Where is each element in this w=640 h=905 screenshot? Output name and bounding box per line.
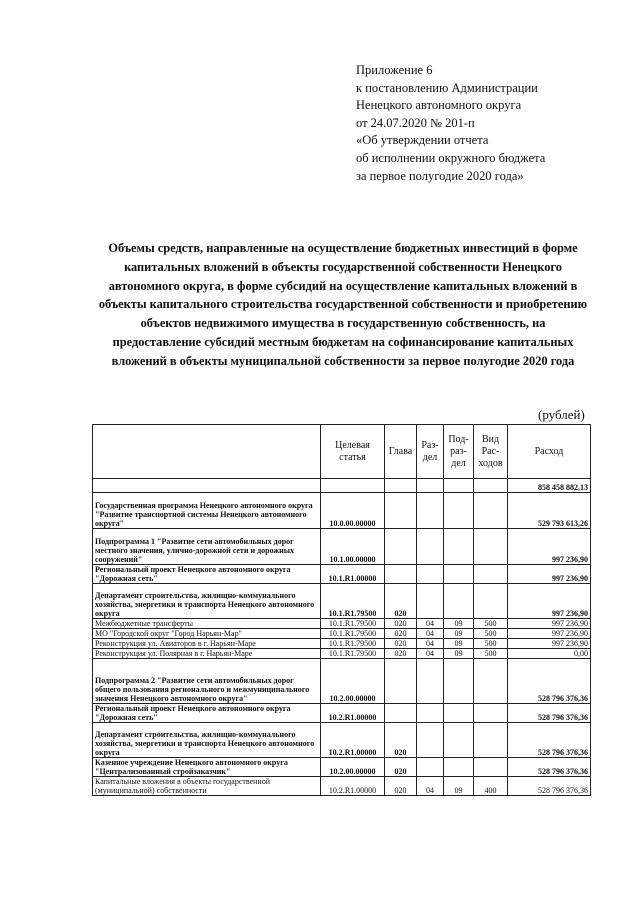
cell-razdel bbox=[417, 565, 444, 584]
table-row bbox=[93, 659, 591, 704]
cell-glava: 020 bbox=[385, 629, 417, 639]
cell-code: 10.1.R1.79500 bbox=[321, 639, 385, 649]
cell-razdel bbox=[417, 723, 444, 758]
cell-glava: 020 bbox=[385, 639, 417, 649]
cell-name: Казенное учреждение Ненецкого автономного округа "Централизованный стройзаказчик" bbox=[93, 758, 321, 777]
table-row bbox=[93, 565, 591, 584]
header-name bbox=[93, 425, 321, 479]
cell-vid bbox=[474, 584, 508, 619]
cell-glava bbox=[385, 659, 417, 704]
table-body bbox=[93, 479, 591, 796]
cell-glava: 020 bbox=[385, 584, 417, 619]
cell-glava bbox=[385, 565, 417, 584]
appendix-line: об исполнении окружного бюджета bbox=[356, 150, 546, 165]
header-target-article: Целевая статья bbox=[321, 425, 385, 479]
cell-name: МО "Городской округ "Город Нарьян-Мар" bbox=[93, 629, 321, 639]
cell-razdel bbox=[417, 704, 444, 723]
appendix-line: за первое полугодие 2020 года» bbox=[356, 168, 524, 183]
table-row bbox=[93, 639, 591, 649]
cell-razdel: 04 bbox=[417, 777, 444, 796]
table-header-row bbox=[93, 425, 591, 479]
cell-rashod: 997 236,90 bbox=[508, 639, 591, 649]
cell-podrazdel bbox=[444, 565, 474, 584]
total-value: 858 458 882,13 bbox=[508, 479, 591, 493]
header-glava: Глава bbox=[385, 425, 417, 479]
cell-glava: 020 bbox=[385, 758, 417, 777]
cell-razdel: 04 bbox=[417, 629, 444, 639]
cell-vid bbox=[474, 659, 508, 704]
cell-rashod: 529 793 613,26 bbox=[508, 493, 591, 529]
cell-razdel bbox=[417, 529, 444, 565]
cell-razdel bbox=[417, 659, 444, 704]
table-row bbox=[93, 529, 591, 565]
appendix-line: «Об утверждении отчета bbox=[356, 133, 489, 148]
table-row bbox=[93, 704, 591, 723]
cell-podrazdel: 09 bbox=[444, 639, 474, 649]
table-row bbox=[93, 629, 591, 639]
cell-podrazdel: 09 bbox=[444, 649, 474, 659]
cell-code: 10.0.00.00000 bbox=[321, 493, 385, 529]
cell-vid bbox=[474, 704, 508, 723]
cell-glava bbox=[385, 529, 417, 565]
cell-vid bbox=[474, 723, 508, 758]
cell-vid: 500 bbox=[474, 639, 508, 649]
appendix-line: Приложение 6 bbox=[356, 63, 433, 77]
cell-code: 10.1.R1.79500 bbox=[321, 584, 385, 619]
cell-code: 10.2.R1.00000 bbox=[321, 723, 385, 758]
cell-glava: 020 bbox=[385, 777, 417, 796]
header-rashod: Расход bbox=[508, 425, 591, 479]
cell-razdel: 04 bbox=[417, 649, 444, 659]
total-row bbox=[93, 479, 591, 493]
header-razdel: Раз-дел bbox=[417, 425, 444, 479]
appendix-block bbox=[356, 62, 545, 185]
cell-vid: 500 bbox=[474, 649, 508, 659]
cell-vid: 400 bbox=[474, 777, 508, 796]
cell-razdel bbox=[417, 493, 444, 529]
cell-podrazdel bbox=[444, 758, 474, 777]
cell-name: Департамент строительства, жилищно-коммунального хозяйства, энергетики и транспорта Ненецкого автономного округа bbox=[93, 723, 321, 758]
table-row bbox=[93, 777, 591, 796]
cell-podrazdel bbox=[444, 529, 474, 565]
cell-razdel: 04 bbox=[417, 619, 444, 629]
cell-name: Реконструкция ул. Полярная в г. Нарьян-Маре bbox=[93, 649, 321, 659]
cell-rashod: 528 796 376,36 bbox=[508, 704, 591, 723]
cell-vid bbox=[474, 529, 508, 565]
appendix-line: к постановлению Администрации bbox=[356, 80, 538, 95]
cell-rashod: 997 236,90 bbox=[508, 619, 591, 629]
units-label: (рублей) bbox=[538, 407, 585, 422]
cell-name: Региональный проект Ненецкого автономного округа "Дорожная сеть" bbox=[93, 565, 321, 584]
cell-podrazdel bbox=[444, 704, 474, 723]
cell-name: Департамент строительства, жилищно-коммунального хозяйства, энергетики и транспорта Ненецкого автономного округа bbox=[93, 584, 321, 619]
table-row bbox=[93, 649, 591, 659]
cell-name: Государственная программа Ненецкого автономного округа "Развитие транспортной системы Ненецкого автономного округа" bbox=[93, 493, 321, 529]
cell-podrazdel: 09 bbox=[444, 619, 474, 629]
cell-glava bbox=[385, 493, 417, 529]
cell-podrazdel bbox=[444, 584, 474, 619]
cell-rashod: 0,00 bbox=[508, 649, 591, 659]
cell-code: 10.2.00.00000 bbox=[321, 758, 385, 777]
cell-rashod: 528 796 376,36 bbox=[508, 758, 591, 777]
cell-podrazdel bbox=[444, 493, 474, 529]
budget-table bbox=[92, 424, 591, 796]
cell-vid bbox=[474, 758, 508, 777]
cell-name: Межбюджетные трансферты bbox=[93, 619, 321, 629]
cell-name: Региональный проект Ненецкого автономного округа "Дорожная сеть" bbox=[93, 704, 321, 723]
appendix-line: Ненецкого автономного округа bbox=[356, 98, 522, 113]
table-row bbox=[93, 758, 591, 777]
header-podrazdel: Под-раз-дел bbox=[444, 425, 474, 479]
cell-vid: 500 bbox=[474, 629, 508, 639]
cell-name: Подпрограмма 1 "Развитие сети автомобильных дорог местного значения, улично-дорожной сети и дорожных сооружений" bbox=[93, 529, 321, 565]
cell-glava: 020 bbox=[385, 723, 417, 758]
table-row bbox=[93, 619, 591, 629]
cell-code: 10.1.R1.79500 bbox=[321, 629, 385, 639]
cell-rashod: 528 796 376,36 bbox=[508, 723, 591, 758]
cell-rashod: 997 236,90 bbox=[508, 565, 591, 584]
cell-name: Капитальные вложения в объекты государственной (муниципальной) собственности bbox=[93, 777, 321, 796]
cell-podrazdel: 09 bbox=[444, 777, 474, 796]
cell-glava: 020 bbox=[385, 619, 417, 629]
cell-rashod: 997 236,90 bbox=[508, 629, 591, 639]
cell-razdel: 04 bbox=[417, 639, 444, 649]
cell-code: 10.1.00.00000 bbox=[321, 529, 385, 565]
cell-glava bbox=[385, 704, 417, 723]
cell-rashod: 528 796 376,36 bbox=[508, 659, 591, 704]
cell-podrazdel bbox=[444, 659, 474, 704]
cell-podrazdel bbox=[444, 723, 474, 758]
cell-vid: 500 bbox=[474, 619, 508, 629]
cell-vid bbox=[474, 493, 508, 529]
cell-rashod: 997 236,90 bbox=[508, 584, 591, 619]
cell-code: 10.2.R1.00000 bbox=[321, 777, 385, 796]
cell-name: Подпрограмма 2 "Развитие сети автомобильных дорог общего пользования регионального и межмуниципального значения Ненецкого автономного округа" bbox=[93, 659, 321, 704]
cell-code: 10.2.00.00000 bbox=[321, 659, 385, 704]
cell-razdel bbox=[417, 758, 444, 777]
cell-glava: 020 bbox=[385, 649, 417, 659]
cell-rashod: 528 796 376,36 bbox=[508, 777, 591, 796]
cell-rashod: 997 236,90 bbox=[508, 529, 591, 565]
cell-name: Реконструкция ул. Авиаторов в г. Нарьян-Маре bbox=[93, 639, 321, 649]
cell-code: 10.1.R1.79500 bbox=[321, 619, 385, 629]
cell-code: 10.2.R1.00000 bbox=[321, 704, 385, 723]
cell-razdel bbox=[417, 584, 444, 619]
document-title: Объемы средств, направленные на осуществление бюджетных инвестиций в форме капитальных вложений в объекты государственной собственности Ненецкого автономного округа, в форме субсидий на осуществление капитальных вложений в объекты капитального строительства государственной собственности и приобретению объектов недвижимого имущества в государственную собственность, на предоставление субсидий местным бюджетам на софинансирование капитальных вложений в объекты муниципальной собственности за первое полугодие 2020 года bbox=[98, 241, 588, 368]
table-row bbox=[93, 723, 591, 758]
cell-vid bbox=[474, 565, 508, 584]
appendix-line: от 24.07.2020 № 201-п bbox=[356, 115, 475, 130]
header-vid-rashodov: Вид Рас-ходов bbox=[474, 425, 508, 479]
cell-podrazdel: 09 bbox=[444, 629, 474, 639]
cell-code: 10.1.R1.79500 bbox=[321, 649, 385, 659]
table-row bbox=[93, 584, 591, 619]
cell-code: 10.1.R1.00000 bbox=[321, 565, 385, 584]
table-row bbox=[93, 493, 591, 529]
